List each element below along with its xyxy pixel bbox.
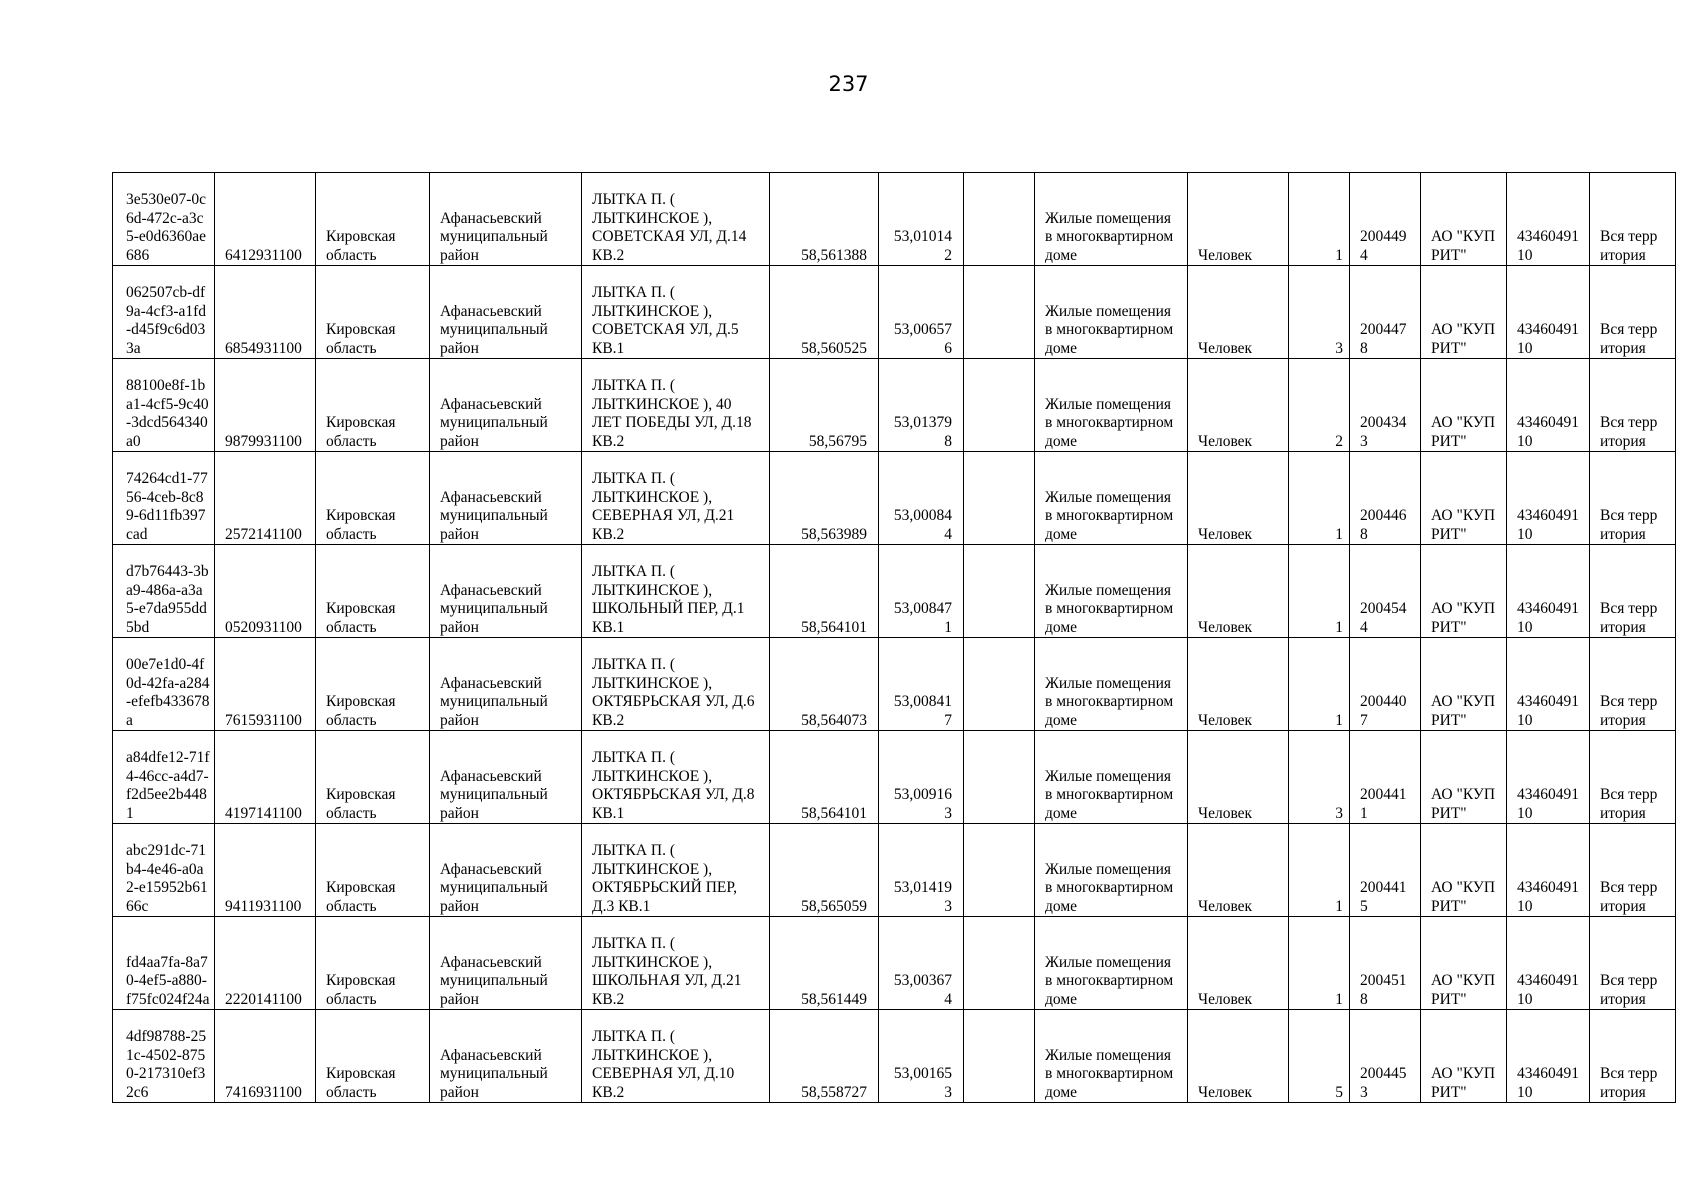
cell-region: Кировская область bbox=[316, 1010, 430, 1103]
table-row bbox=[113, 1010, 1676, 1103]
cell-inn: 4346049110 bbox=[1507, 917, 1590, 1010]
cell-unit: Человек bbox=[1188, 824, 1289, 917]
cell-organization: АО "КУПРИТ" bbox=[1421, 173, 1507, 266]
cell-quantity: 1 bbox=[1289, 452, 1350, 545]
cell-inn: 4346049110 bbox=[1507, 638, 1590, 731]
cell-id: 74264cd1-7756-4ceb-8c89-6d11fb397cad bbox=[113, 452, 215, 545]
cell-number: 2004494 bbox=[1350, 173, 1421, 266]
cell-premises-type: Жилые помещения в многоквартирном доме bbox=[1035, 1010, 1188, 1103]
cell-id: 4df98788-251c-4502-8750-217310ef32c6 bbox=[113, 1010, 215, 1103]
cell-address: ЛЫТКА П. ( ЛЫТКИНСКОЕ ), СЕВЕРНАЯ УЛ, Д.21 КВ.2 bbox=[582, 452, 770, 545]
cell-id: 00e7e1d0-4f0d-42fa-a284-efefb433678a bbox=[113, 638, 215, 731]
cell-territory: Вся территория bbox=[1590, 731, 1676, 824]
cell-code: 7615931100 bbox=[215, 638, 316, 731]
page-number: 237 bbox=[828, 72, 869, 96]
cell-latitude: 58,564073 bbox=[770, 638, 879, 731]
cell-empty bbox=[964, 638, 1035, 731]
cell-inn: 4346049110 bbox=[1507, 359, 1590, 452]
cell-address: ЛЫТКА П. ( ЛЫТКИНСКОЕ ), ОКТЯБРЬСКАЯ УЛ, Д.8 КВ.1 bbox=[582, 731, 770, 824]
cell-id: abc291dc-71b4-4e46-a0a2-e15952b6166c bbox=[113, 824, 215, 917]
cell-quantity: 3 bbox=[1289, 266, 1350, 359]
cell-unit: Человек bbox=[1188, 917, 1289, 1010]
cell-region: Кировская область bbox=[316, 359, 430, 452]
cell-code: 2220141100 bbox=[215, 917, 316, 1010]
cell-address: ЛЫТКА П. ( ЛЫТКИНСКОЕ ), ОКТЯБРЬСКИЙ ПЕР, Д.3 КВ.1 bbox=[582, 824, 770, 917]
cell-empty bbox=[964, 1010, 1035, 1103]
cell-district: Афанасьевский муниципальный район bbox=[430, 824, 582, 917]
cell-district: Афанасьевский муниципальный район bbox=[430, 452, 582, 545]
cell-code: 6412931100 bbox=[215, 173, 316, 266]
cell-longitude: 53,013798 bbox=[879, 359, 964, 452]
cell-quantity: 1 bbox=[1289, 917, 1350, 1010]
cell-premises-type: Жилые помещения в многоквартирном доме bbox=[1035, 545, 1188, 638]
cell-region: Кировская область bbox=[316, 266, 430, 359]
cell-id: a84dfe12-71f4-46cc-a4d7-f2d5ee2b4481 bbox=[113, 731, 215, 824]
cell-number: 2004415 bbox=[1350, 824, 1421, 917]
cell-id: d7b76443-3ba9-486a-a3a5-e7da955dd5bd bbox=[113, 545, 215, 638]
cell-district: Афанасьевский муниципальный район bbox=[430, 917, 582, 1010]
cell-number: 2004343 bbox=[1350, 359, 1421, 452]
cell-empty bbox=[964, 452, 1035, 545]
cell-quantity: 1 bbox=[1289, 638, 1350, 731]
cell-district: Афанасьевский муниципальный район bbox=[430, 266, 582, 359]
table-row bbox=[113, 173, 1676, 266]
cell-territory: Вся территория bbox=[1590, 359, 1676, 452]
cell-code: 4197141100 bbox=[215, 731, 316, 824]
cell-code: 6854931100 bbox=[215, 266, 316, 359]
cell-inn: 4346049110 bbox=[1507, 266, 1590, 359]
cell-latitude: 58,561388 bbox=[770, 173, 879, 266]
cell-district: Афанасьевский муниципальный район bbox=[430, 359, 582, 452]
cell-premises-type: Жилые помещения в многоквартирном доме bbox=[1035, 266, 1188, 359]
cell-empty bbox=[964, 824, 1035, 917]
cell-latitude: 58,560525 bbox=[770, 266, 879, 359]
cell-organization: АО "КУПРИТ" bbox=[1421, 1010, 1507, 1103]
cell-number: 2004411 bbox=[1350, 731, 1421, 824]
cell-id: 062507cb-df9a-4cf3-a1fd-d45f9c6d033a bbox=[113, 266, 215, 359]
cell-empty bbox=[964, 731, 1035, 824]
cell-district: Афанасьевский муниципальный район bbox=[430, 638, 582, 731]
cell-longitude: 53,010142 bbox=[879, 173, 964, 266]
cell-latitude: 58,565059 bbox=[770, 824, 879, 917]
cell-territory: Вся территория bbox=[1590, 824, 1676, 917]
cell-unit: Человек bbox=[1188, 452, 1289, 545]
cell-premises-type: Жилые помещения в многоквартирном доме bbox=[1035, 173, 1188, 266]
cell-organization: АО "КУПРИТ" bbox=[1421, 731, 1507, 824]
cell-longitude: 53,008471 bbox=[879, 545, 964, 638]
cell-quantity: 1 bbox=[1289, 173, 1350, 266]
cell-code: 9411931100 bbox=[215, 824, 316, 917]
cell-longitude: 53,014193 bbox=[879, 824, 964, 917]
cell-address: ЛЫТКА П. ( ЛЫТКИНСКОЕ ), ШКОЛЬНЫЙ ПЕР, Д.1 КВ.1 bbox=[582, 545, 770, 638]
cell-district: Афанасьевский муниципальный район bbox=[430, 545, 582, 638]
cell-organization: АО "КУПРИТ" bbox=[1421, 638, 1507, 731]
cell-latitude: 58,561449 bbox=[770, 917, 879, 1010]
cell-id: fd4aa7fa-8a70-4ef5-a880-f75fc024f24a bbox=[113, 917, 215, 1010]
cell-longitude: 53,008417 bbox=[879, 638, 964, 731]
cell-organization: АО "КУПРИТ" bbox=[1421, 359, 1507, 452]
cell-inn: 4346049110 bbox=[1507, 824, 1590, 917]
cell-quantity: 5 bbox=[1289, 1010, 1350, 1103]
cell-territory: Вся территория bbox=[1590, 452, 1676, 545]
cell-code: 9879931100 bbox=[215, 359, 316, 452]
cell-unit: Человек bbox=[1188, 731, 1289, 824]
cell-longitude: 53,000844 bbox=[879, 452, 964, 545]
cell-code: 2572141100 bbox=[215, 452, 316, 545]
cell-number: 2004544 bbox=[1350, 545, 1421, 638]
cell-empty bbox=[964, 173, 1035, 266]
cell-inn: 4346049110 bbox=[1507, 1010, 1590, 1103]
cell-district: Афанасьевский муниципальный район bbox=[430, 731, 582, 824]
cell-latitude: 58,558727 bbox=[770, 1010, 879, 1103]
cell-empty bbox=[964, 545, 1035, 638]
cell-latitude: 58,564101 bbox=[770, 731, 879, 824]
table-row bbox=[113, 545, 1676, 638]
cell-territory: Вся территория bbox=[1590, 173, 1676, 266]
cell-territory: Вся территория bbox=[1590, 917, 1676, 1010]
cell-longitude: 53,009163 bbox=[879, 731, 964, 824]
cell-organization: АО "КУПРИТ" bbox=[1421, 452, 1507, 545]
cell-quantity: 3 bbox=[1289, 731, 1350, 824]
cell-unit: Человек bbox=[1188, 359, 1289, 452]
cell-address: ЛЫТКА П. ( ЛЫТКИНСКОЕ ), СЕВЕРНАЯ УЛ, Д.10 КВ.2 bbox=[582, 1010, 770, 1103]
cell-empty bbox=[964, 359, 1035, 452]
cell-quantity: 1 bbox=[1289, 545, 1350, 638]
cell-premises-type: Жилые помещения в многоквартирном доме bbox=[1035, 824, 1188, 917]
table-row bbox=[113, 359, 1676, 452]
cell-region: Кировская область bbox=[316, 452, 430, 545]
cell-organization: АО "КУПРИТ" bbox=[1421, 824, 1507, 917]
cell-unit: Человек bbox=[1188, 173, 1289, 266]
cell-number: 2004518 bbox=[1350, 917, 1421, 1010]
cell-empty bbox=[964, 266, 1035, 359]
cell-unit: Человек bbox=[1188, 545, 1289, 638]
cell-premises-type: Жилые помещения в многоквартирном доме bbox=[1035, 359, 1188, 452]
cell-longitude: 53,001653 bbox=[879, 1010, 964, 1103]
cell-empty bbox=[964, 917, 1035, 1010]
table-row bbox=[113, 917, 1676, 1010]
cell-address: ЛЫТКА П. ( ЛЫТКИНСКОЕ ), СОВЕТСКАЯ УЛ, Д.5 КВ.1 bbox=[582, 266, 770, 359]
cell-number: 2004468 bbox=[1350, 452, 1421, 545]
cell-region: Кировская область bbox=[316, 917, 430, 1010]
cell-district: Афанасьевский муниципальный район bbox=[430, 173, 582, 266]
cell-territory: Вся территория bbox=[1590, 266, 1676, 359]
cell-latitude: 58,564101 bbox=[770, 545, 879, 638]
cell-quantity: 2 bbox=[1289, 359, 1350, 452]
table-row bbox=[113, 266, 1676, 359]
cell-premises-type: Жилые помещения в многоквартирном доме bbox=[1035, 917, 1188, 1010]
cell-unit: Человек bbox=[1188, 266, 1289, 359]
cell-code: 7416931100 bbox=[215, 1010, 316, 1103]
table-row bbox=[113, 731, 1676, 824]
cell-latitude: 58,563989 bbox=[770, 452, 879, 545]
cell-id: 88100e8f-1ba1-4cf5-9c40-3dcd564340a0 bbox=[113, 359, 215, 452]
cell-region: Кировская область bbox=[316, 545, 430, 638]
cell-organization: АО "КУПРИТ" bbox=[1421, 917, 1507, 1010]
table-body bbox=[113, 173, 1676, 1103]
cell-quantity: 1 bbox=[1289, 824, 1350, 917]
cell-inn: 4346049110 bbox=[1507, 731, 1590, 824]
cell-longitude: 53,003674 bbox=[879, 917, 964, 1010]
cell-longitude: 53,006576 bbox=[879, 266, 964, 359]
cell-inn: 4346049110 bbox=[1507, 173, 1590, 266]
cell-unit: Человек bbox=[1188, 638, 1289, 731]
cell-organization: АО "КУПРИТ" bbox=[1421, 266, 1507, 359]
cell-code: 0520931100 bbox=[215, 545, 316, 638]
cell-region: Кировская область bbox=[316, 731, 430, 824]
cell-premises-type: Жилые помещения в многоквартирном доме bbox=[1035, 638, 1188, 731]
cell-region: Кировская область bbox=[316, 824, 430, 917]
cell-number: 2004478 bbox=[1350, 266, 1421, 359]
cell-territory: Вся территория bbox=[1590, 1010, 1676, 1103]
cell-address: ЛЫТКА П. ( ЛЫТКИНСКОЕ ), ОКТЯБРЬСКАЯ УЛ, Д.6 КВ.2 bbox=[582, 638, 770, 731]
cell-region: Кировская область bbox=[316, 173, 430, 266]
cell-number: 2004407 bbox=[1350, 638, 1421, 731]
cell-latitude: 58,56795 bbox=[770, 359, 879, 452]
table-row bbox=[113, 824, 1676, 917]
cell-territory: Вся территория bbox=[1590, 638, 1676, 731]
cell-inn: 4346049110 bbox=[1507, 545, 1590, 638]
cell-unit: Человек bbox=[1188, 1010, 1289, 1103]
cell-district: Афанасьевский муниципальный район bbox=[430, 1010, 582, 1103]
cell-organization: АО "КУПРИТ" bbox=[1421, 545, 1507, 638]
cell-region: Кировская область bbox=[316, 638, 430, 731]
cell-premises-type: Жилые помещения в многоквартирном доме bbox=[1035, 731, 1188, 824]
cell-address: ЛЫТКА П. ( ЛЫТКИНСКОЕ ), СОВЕТСКАЯ УЛ, Д.14 КВ.2 bbox=[582, 173, 770, 266]
registry-table bbox=[112, 172, 1676, 1103]
cell-number: 2004453 bbox=[1350, 1010, 1421, 1103]
table-row bbox=[113, 452, 1676, 545]
cell-address: ЛЫТКА П. ( ЛЫТКИНСКОЕ ), 40 ЛЕТ ПОБЕДЫ УЛ, Д.18 КВ.2 bbox=[582, 359, 770, 452]
cell-territory: Вся территория bbox=[1590, 545, 1676, 638]
cell-premises-type: Жилые помещения в многоквартирном доме bbox=[1035, 452, 1188, 545]
cell-id: 3e530e07-0c6d-472c-a3c5-e0d6360ae686 bbox=[113, 173, 215, 266]
table-row bbox=[113, 638, 1676, 731]
cell-address: ЛЫТКА П. ( ЛЫТКИНСКОЕ ), ШКОЛЬНАЯ УЛ, Д.21 КВ.2 bbox=[582, 917, 770, 1010]
cell-inn: 4346049110 bbox=[1507, 452, 1590, 545]
